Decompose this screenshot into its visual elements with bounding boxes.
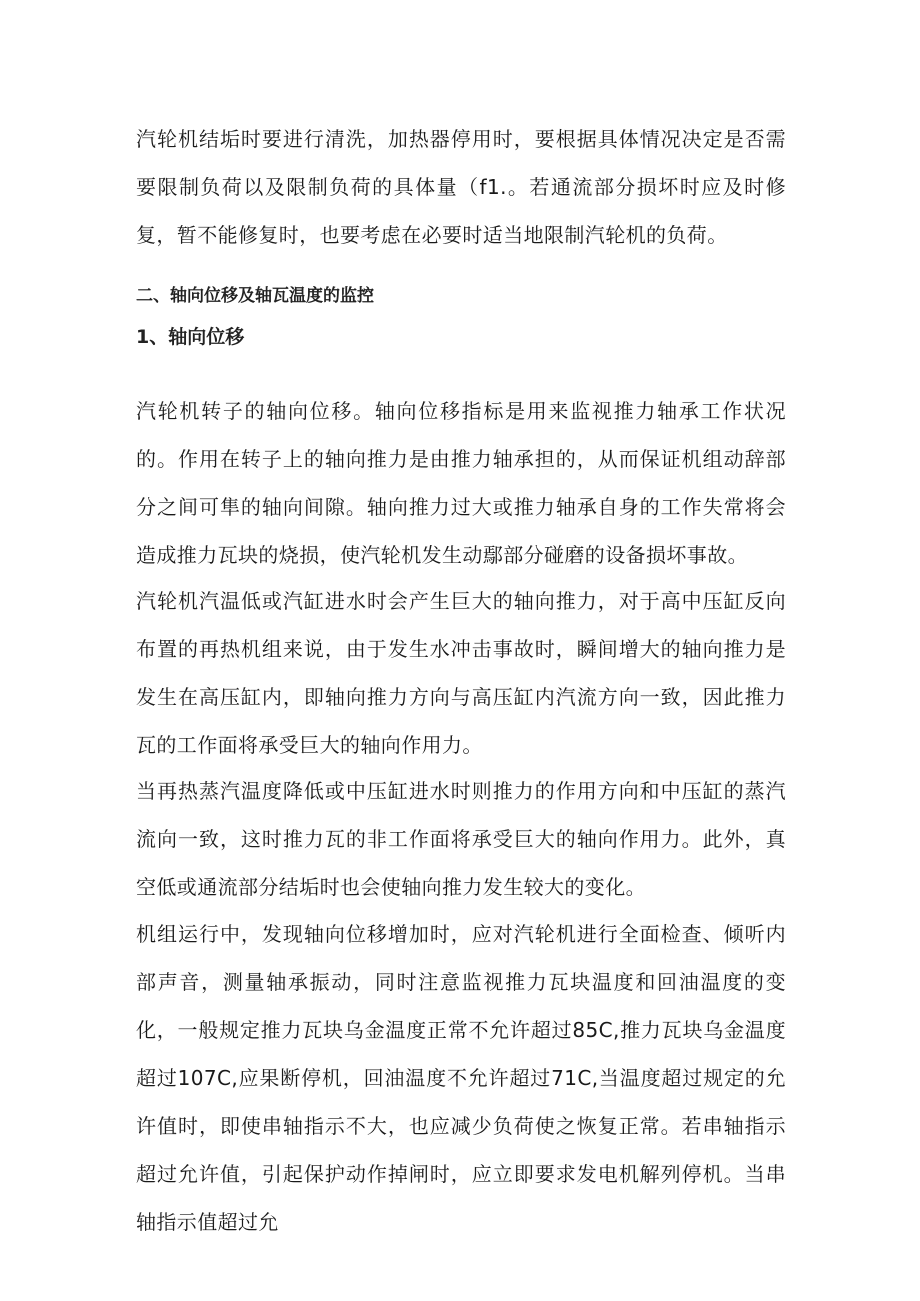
paragraph-axial-displacement-definition: 汽轮机转子的轴向位移。轴向位移指标是用来监视推力轴承工作状况的。作用在转子上的轴向推力是由推力轴承担的，从而保证机组动辞部分之间可隼的轴向间隙。轴向推力过大或推力轴承自身的工作失常将会造成推力瓦块的烧损，使汽轮机发生动鄢部分碰磨的设备损坏事故。 [136,399,786,567]
paragraph-operation-monitoring: 机组运行中，发现轴向位移增加时，应对汽轮机进行全面检查、倾听内部声音，测量轴承振动，同时注意监视推力瓦块温度和回油温度的变化，一般规定推力瓦块乌金温度正常不允许超过85C,推力瓦块乌金温度超过107C,应果断停机，回油温度不允许超过71C,当温度超过规定的允许值时，即使串轴指示不大，也应减少负荷使之恢复正常。若串轴指示超过允许值，引起保护动作掉闸时，应立即要求发电机解列停机。当串轴指示值超过允 [136,922,786,1234]
paragraph-reheat-steam-thrust: 当再热蒸汽温度降低或中压缸进水时则推力的作用方向和中压缸的蒸汽流向一致，这时推力瓦的非工作面将承受巨大的轴向作用力。此外，真空低或通流部分结垢时也会使轴向推力发生较大的变化。 [136,779,786,899]
paragraph-water-induction-thrust: 汽轮机汽温低或汽缸进水时会产生巨大的轴向推力，对于高中压缸反向布置的再热机组来说，由于发生水冲击事故时，瞬间增大的轴向推力是发生在高压缸内，即轴向推力方向与高压缸内汽流方向一致，因此推力瓦的工作面将承受巨大的轴向作用力。 [136,589,786,757]
subsection-heading-axial-displacement: 1、轴向位移 [136,326,245,348]
section-heading-axial-displacement-bearing-temp: 二、轴向位移及轴瓦温度的监控 [136,286,374,306]
paragraph-heater-load-limit: 汽轮机结垢时要进行清洗，加热器停用时，要根据具体情况决定是否需要限制负荷以及限制负荷的具体量（f1.。若通流部分损坏时应及时修复，暂不能修复时，也要考虑在必要时适当地限制汽轮机的负荷。 [136,127,786,247]
